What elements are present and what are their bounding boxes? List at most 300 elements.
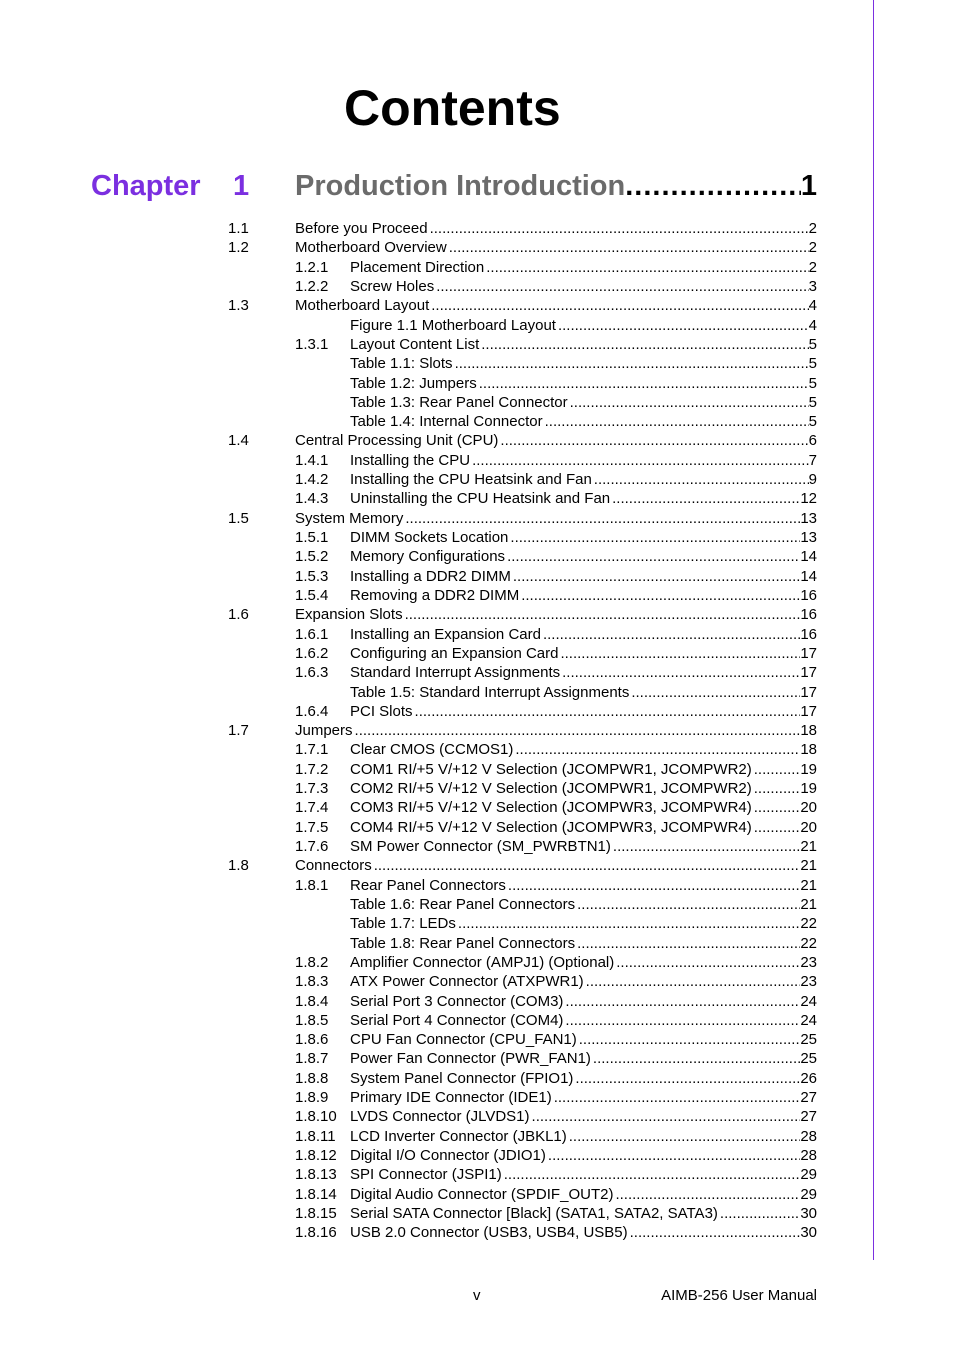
toc-entry-line	[350, 798, 817, 817]
page-title: Contents	[344, 80, 561, 136]
toc-entry[interactable]	[0, 1146, 954, 1165]
dot-leader	[505, 547, 800, 566]
dot-leader	[484, 258, 808, 277]
toc-entry-title: COM1 RI/+5 V/+12 V Selection (JCOMPWR1, JCOMPWR2)	[350, 760, 752, 778]
toc-entry-title: Before you Proceed	[295, 220, 428, 237]
toc-entry[interactable]	[0, 895, 954, 914]
dot-leader	[519, 586, 800, 605]
toc-entry-number: 1.5.1	[295, 529, 329, 546]
dot-leader	[453, 354, 809, 373]
toc-entry-page: 21	[800, 857, 817, 875]
toc-entry-page: 2	[808, 220, 817, 237]
toc-entry-line	[295, 509, 817, 528]
dot-leader	[568, 393, 809, 412]
dot-leader	[353, 721, 801, 740]
toc-entry-line	[350, 1088, 817, 1107]
toc-entry-number: 1.2.1	[295, 258, 329, 276]
toc-entry-title: COM3 RI/+5 V/+12 V Selection (JCOMPWR3, JCOMPWR4)	[350, 799, 752, 817]
toc-entry-page: 17	[800, 644, 817, 662]
toc-entry-page: 2	[808, 258, 817, 276]
toc-entry-number: 1.8.12	[295, 1147, 337, 1164]
toc-entry-number: 1.3	[228, 297, 249, 315]
toc-entry-line	[350, 354, 817, 373]
toc-entry-number: 1.8.8	[295, 1069, 329, 1087]
toc-entry-title: Removing a DDR2 DIMM	[350, 586, 520, 604]
toc-entry-line	[350, 644, 817, 663]
toc-entry-number: 1.8.10	[295, 1108, 337, 1126]
toc-entry-number: 1.8.5	[295, 1011, 329, 1029]
toc-entry[interactable]	[0, 567, 954, 586]
dot-leader	[560, 663, 800, 682]
toc-entry-title: Serial SATA Connector [Black] (SATA1, SATA2, SATA3)	[350, 1204, 718, 1222]
dot-leader	[511, 567, 800, 586]
toc-entry-title: Primary IDE Connector (IDE1)	[350, 1089, 552, 1107]
toc-entry-number: 1.8.16	[295, 1224, 337, 1242]
toc-entry-page: 21	[800, 876, 817, 894]
toc-entry-number: 1.7.2	[295, 760, 329, 778]
toc-entry-title: Table 1.4: Internal Connector	[350, 413, 543, 431]
toc-entry[interactable]	[0, 818, 954, 837]
toc-entry[interactable]	[0, 238, 954, 257]
toc-entry-page: 18	[800, 741, 817, 759]
dot-leader	[718, 1204, 800, 1223]
toc-entry-page: 19	[800, 760, 817, 778]
toc-entry-line	[295, 219, 817, 238]
toc-entry-line	[350, 1107, 817, 1126]
toc-entry-title: Motherboard Layout	[295, 297, 430, 315]
toc-entry[interactable]	[0, 489, 954, 508]
toc-entry-line	[295, 238, 817, 257]
toc-entry-title: Central Processing Unit (CPU)	[295, 432, 499, 450]
toc-entry[interactable]	[0, 354, 954, 373]
toc-entry-title: Placement Direction	[350, 258, 485, 276]
toc-entry[interactable]	[0, 1011, 954, 1030]
toc-entry-number: 1.4.3	[295, 490, 329, 508]
toc-entry-title: Installing a DDR2 DIMM	[350, 567, 511, 585]
toc-entry-line	[350, 567, 817, 586]
toc-entry[interactable]	[0, 605, 954, 624]
toc-entry-page: 2	[808, 239, 817, 257]
dot-leader	[470, 451, 809, 470]
toc-entry-title: Uninstalling the CPU Heatsink and Fan	[350, 490, 611, 508]
toc-entry-number: 1.8.3	[295, 973, 329, 991]
toc-entry-number: 1.4.2	[295, 471, 329, 489]
toc-entry-page: 24	[800, 992, 817, 1010]
chapter-number: 1	[233, 170, 250, 202]
toc-entry-title: System Memory	[295, 509, 404, 527]
toc-entry-line	[295, 605, 817, 624]
toc-entry-title: DIMM Sockets Location	[350, 529, 509, 546]
toc-entry-page: 5	[808, 413, 817, 431]
toc-entry[interactable]	[0, 296, 954, 315]
toc-entry[interactable]	[0, 470, 954, 489]
toc-entry-title: PCI Slots	[350, 702, 413, 720]
toc-entry-line	[350, 1030, 817, 1049]
toc-entry[interactable]	[0, 219, 954, 238]
toc-entry-title: Table 1.8: Rear Panel Connectors	[350, 934, 576, 952]
toc-entry-line	[350, 1146, 817, 1165]
toc-entry-page: 7	[808, 451, 817, 469]
dot-leader	[591, 1049, 800, 1068]
toc-entry-title: Memory Configurations	[350, 548, 506, 566]
toc-entry-page: 17	[800, 702, 817, 720]
dot-leader	[610, 489, 800, 508]
toc-entry-title: Expansion Slots	[295, 606, 403, 624]
toc-entry-line	[350, 876, 817, 895]
toc-entry-title: Digital I/O Connector (JDIO1)	[350, 1147, 546, 1164]
toc-entry-title: USB 2.0 Connector (USB3, USB4, USB5)	[350, 1224, 628, 1242]
toc-entry[interactable]	[0, 1127, 954, 1146]
toc-entry-page: 25	[800, 1050, 817, 1068]
toc-entry[interactable]	[0, 740, 954, 759]
toc-entry[interactable]	[0, 431, 954, 450]
dot-leader	[508, 528, 800, 547]
toc-entry[interactable]	[0, 972, 954, 991]
dot-leader	[577, 1030, 801, 1049]
toc-entry-line	[350, 837, 817, 856]
toc-entry-number: 1.6.4	[295, 702, 329, 720]
toc-entry[interactable]	[0, 1185, 954, 1204]
toc-entry-line	[350, 625, 817, 644]
toc-entry-line	[350, 258, 817, 277]
chapter-label: Chapter	[91, 170, 201, 202]
toc-entry-page: 5	[808, 355, 817, 373]
toc-entry-number: 1.7.1	[295, 741, 329, 759]
dot-leader	[584, 972, 801, 991]
toc-entry-page: 14	[800, 567, 817, 585]
toc-entry-line	[350, 489, 817, 508]
toc-entry-number: 1.8.15	[295, 1204, 337, 1222]
toc-entry-title: COM2 RI/+5 V/+12 V Selection (JCOMPWR1, JCOMPWR2)	[350, 780, 752, 798]
toc-entry-line	[350, 393, 817, 412]
toc-entry-line	[350, 1223, 817, 1242]
toc-entry-page: 29	[800, 1185, 817, 1203]
toc-entry-number: 1.8.1	[295, 876, 329, 894]
toc-entry-line	[350, 779, 817, 798]
toc-entry[interactable]	[0, 876, 954, 895]
toc-entry-title: SPI Connector (JSPI1)	[350, 1166, 502, 1184]
toc-entry-number: 1.6.2	[295, 644, 329, 662]
toc-entry-line	[350, 702, 817, 721]
toc-entry-line	[350, 895, 817, 914]
dot-leader	[573, 1069, 800, 1088]
toc-entry-line	[350, 451, 817, 470]
toc-entry-page: 21	[800, 895, 817, 913]
chapter-entry	[295, 166, 817, 206]
toc-entry-title: Table 1.5: Standard Interrupt Assignments	[350, 683, 630, 701]
chapter-heading[interactable]	[0, 166, 954, 206]
dot-leader	[456, 914, 800, 933]
toc-entry-page: 19	[800, 780, 817, 798]
toc-entry-number: 1.1	[228, 220, 249, 237]
dot-leader	[428, 219, 809, 238]
toc-entry-title: Motherboard Overview	[295, 239, 447, 257]
toc-entry-page: 5	[808, 335, 817, 353]
toc-entry[interactable]	[0, 992, 954, 1011]
toc-entry-number: 1.4.1	[295, 451, 329, 469]
toc-entry-page: 17	[800, 683, 817, 701]
dot-leader	[413, 702, 801, 721]
chapter-page-number: 1	[800, 170, 817, 202]
toc-entry-page: 29	[800, 1166, 817, 1184]
toc-entry[interactable]	[0, 335, 954, 354]
toc-entry[interactable]	[0, 721, 954, 740]
toc-entry-line	[350, 1165, 817, 1184]
toc-entry-line	[350, 740, 817, 759]
toc-entry-title: Configuring an Expansion Card	[350, 644, 559, 662]
toc-entry-page: 4	[808, 297, 817, 315]
toc-entry-line	[350, 934, 817, 953]
toc-entry-title: LCD Inverter Connector (JBKL1)	[350, 1127, 567, 1145]
toc-entry-number: 1.4	[228, 432, 249, 450]
toc-entry-title: Serial Port 3 Connector (COM3)	[350, 992, 564, 1010]
toc-entry-line	[350, 663, 817, 682]
dot-leader	[611, 837, 800, 856]
toc-entry[interactable]	[0, 412, 954, 431]
toc-entry-number: 1.8.11	[295, 1127, 336, 1145]
toc-entry-page: 16	[800, 625, 817, 643]
toc-entry-line	[350, 760, 817, 779]
toc-entry[interactable]	[0, 798, 954, 817]
toc-entry-title: Table 1.6: Rear Panel Connectors	[350, 895, 576, 913]
dot-leader	[543, 412, 809, 431]
toc-entry-line	[350, 683, 817, 702]
toc-entry-number: 1.7.6	[295, 838, 329, 855]
toc-entry-page: 14	[800, 548, 817, 566]
toc-entry-page: 30	[800, 1224, 817, 1242]
toc-entry-page: 23	[800, 953, 817, 971]
toc-entry-number: 1.5	[228, 509, 249, 527]
toc-entry-title: Power Fan Connector (PWR_FAN1)	[350, 1050, 591, 1068]
toc-entry-line	[350, 1011, 817, 1030]
toc-entry-page: 30	[800, 1204, 817, 1222]
toc-entry-line	[350, 1049, 817, 1068]
toc-entry-number: 1.6.1	[295, 625, 329, 643]
toc-entry[interactable]	[0, 258, 954, 277]
toc-entry[interactable]	[0, 625, 954, 644]
toc-entry[interactable]	[0, 953, 954, 972]
dot-leader	[629, 683, 800, 702]
toc-entry[interactable]	[0, 1069, 954, 1088]
toc-entry-title: Rear Panel Connectors	[350, 876, 506, 894]
toc-entry[interactable]	[0, 914, 954, 933]
toc-entry[interactable]	[0, 1049, 954, 1068]
toc-entry[interactable]	[0, 277, 954, 296]
toc-entry-page: 27	[800, 1089, 817, 1107]
dot-leader	[546, 1146, 800, 1165]
toc-entry[interactable]	[0, 702, 954, 721]
dot-leader	[479, 335, 808, 354]
footer-page-number: v	[473, 1287, 481, 1304]
toc-entry-page: 5	[808, 374, 817, 392]
toc-entry-title: COM4 RI/+5 V/+12 V Selection (JCOMPWR3, JCOMPWR4)	[350, 818, 752, 836]
toc-entry-line	[350, 547, 817, 566]
toc-entry-number: 1.6.3	[295, 664, 329, 682]
toc-entry-title: Connectors	[295, 857, 372, 875]
toc-entry[interactable]	[0, 1165, 954, 1184]
toc-entry-page: 16	[800, 606, 817, 624]
toc-entry-title: Standard Interrupt Assignments	[350, 664, 561, 682]
toc-entry-title: Amplifier Connector (AMPJ1) (Optional)	[350, 953, 615, 971]
toc-entry-page: 13	[800, 509, 817, 527]
toc-entry-number: 1.5.3	[295, 567, 329, 585]
dot-leader	[530, 1107, 801, 1126]
toc-entry-line	[350, 953, 817, 972]
toc-entry-page: 22	[800, 915, 817, 933]
toc-entry-line	[295, 431, 817, 450]
toc-entry-title: Clear CMOS (CCMOS1)	[350, 741, 514, 759]
toc-entry-page: 25	[800, 1031, 817, 1049]
toc-entry[interactable]	[0, 1030, 954, 1049]
toc-entry-title: Table 1.3: Rear Panel Connector	[350, 393, 568, 411]
toc-entry[interactable]	[0, 374, 954, 393]
toc-entry[interactable]	[0, 586, 954, 605]
toc-entry-title: Screw Holes	[350, 277, 435, 295]
toc-entry-line	[350, 1204, 817, 1223]
toc-entry-title: Table 1.7: LEDs	[350, 915, 456, 933]
toc-entry-line	[350, 277, 817, 296]
toc-entry-page: 20	[800, 818, 817, 836]
toc-entry-line	[350, 1069, 817, 1088]
toc-entry[interactable]	[0, 760, 954, 779]
toc-entry-page: 22	[800, 934, 817, 952]
toc-entry[interactable]	[0, 683, 954, 702]
toc-entry-number: 1.8.7	[295, 1050, 329, 1068]
toc-entry[interactable]	[0, 837, 954, 856]
dot-leader	[513, 740, 800, 759]
toc-entry-page: 28	[800, 1147, 817, 1164]
dot-leader	[752, 760, 801, 779]
toc-entry-title: CPU Fan Connector (CPU_FAN1)	[350, 1031, 577, 1049]
toc-entry[interactable]	[0, 509, 954, 528]
toc-entry-line	[350, 586, 817, 605]
toc-entry-number: 1.3.1	[295, 335, 329, 353]
dot-leader	[434, 277, 808, 296]
toc-entry-number: 1.8.14	[295, 1185, 337, 1203]
dot-leader	[541, 625, 800, 644]
toc-entry-line	[295, 721, 817, 740]
dot-leader	[752, 798, 801, 817]
toc-entry-title: Table 1.2: Jumpers	[350, 374, 477, 392]
toc-entry[interactable]	[0, 934, 954, 953]
dot-leader	[563, 992, 800, 1011]
toc-list	[0, 219, 954, 1243]
toc-entry-page: 27	[800, 1108, 817, 1126]
dot-leader	[575, 934, 800, 953]
dot-leader	[403, 509, 800, 528]
dot-leader	[567, 1127, 801, 1146]
toc-entry-number: 1.7.5	[295, 818, 329, 836]
dot-leader	[628, 1223, 801, 1242]
dot-leader	[613, 1185, 800, 1204]
toc-entry-line	[350, 316, 817, 335]
dot-leader	[558, 644, 800, 663]
toc-entry[interactable]	[0, 547, 954, 566]
toc-entry[interactable]	[0, 1204, 954, 1223]
toc-entry-line	[350, 992, 817, 1011]
toc-entry[interactable]	[0, 1088, 954, 1107]
toc-entry-title: Digital Audio Connector (SPDIF_OUT2)	[350, 1185, 614, 1203]
toc-entry-line	[350, 412, 817, 431]
toc-entry-page: 21	[800, 838, 817, 855]
toc-entry-line	[295, 296, 817, 315]
toc-entry-number: 1.7.3	[295, 780, 329, 798]
toc-entry-number: 1.7	[228, 722, 249, 740]
toc-entry[interactable]	[0, 393, 954, 412]
toc-entry-page: 5	[808, 393, 817, 411]
chapter-title: Production Introduction	[295, 170, 626, 202]
toc-entry-page: 17	[800, 664, 817, 682]
toc-entry-number: 1.8.9	[295, 1089, 329, 1107]
toc-entry[interactable]	[0, 1107, 954, 1126]
toc-entry-number: 1.8.13	[295, 1166, 337, 1184]
toc-entry-line	[350, 374, 817, 393]
toc-entry-number: 1.5.2	[295, 548, 329, 566]
dot-leader	[575, 895, 800, 914]
toc-entry-line	[350, 1127, 817, 1146]
toc-entry-title: Table 1.1: Slots	[350, 355, 453, 373]
toc-entry-page: 26	[800, 1069, 817, 1087]
toc-entry-page: 6	[808, 432, 817, 450]
toc-entry-line	[350, 528, 817, 547]
dot-leader	[502, 1165, 801, 1184]
toc-entry-page: 24	[800, 1011, 817, 1029]
toc-entry[interactable]	[0, 451, 954, 470]
dot-leader	[563, 1011, 800, 1030]
toc-entry[interactable]	[0, 316, 954, 335]
toc-entry-line	[350, 470, 817, 489]
toc-entry-page: 3	[808, 277, 817, 295]
toc-entry-number: 1.6	[228, 606, 249, 624]
toc-entry-number: 1.8.2	[295, 953, 329, 971]
toc-entry-page: 13	[800, 529, 817, 546]
dot-leader	[592, 470, 809, 489]
toc-entry-page: 20	[800, 799, 817, 817]
dot-leader	[552, 1088, 801, 1107]
toc-entry-title: ATX Power Connector (ATXPWR1)	[350, 973, 584, 991]
toc-entry-title: Layout Content List	[350, 335, 480, 353]
toc-entry-line	[350, 914, 817, 933]
toc-entry[interactable]	[0, 644, 954, 663]
dot-leader	[498, 431, 808, 450]
toc-entry[interactable]	[0, 528, 954, 547]
toc-entry-number: 1.2	[228, 239, 249, 257]
toc-entry-title: Installing an Expansion Card	[350, 625, 541, 643]
toc-entry-title: Jumpers	[295, 722, 353, 740]
toc-entry-number: 1.8	[228, 857, 249, 875]
dot-leader	[429, 296, 808, 315]
toc-entry-line	[350, 972, 817, 991]
toc-entry-page: 28	[800, 1127, 817, 1145]
toc-entry-title: Serial Port 4 Connector (COM4)	[350, 1011, 564, 1029]
toc-entry[interactable]	[0, 1223, 954, 1242]
dot-leader	[372, 856, 801, 875]
toc-entry-title: SM Power Connector (SM_PWRBTN1)	[350, 838, 611, 855]
dot-leader	[752, 779, 801, 798]
toc-entry[interactable]	[0, 856, 954, 875]
toc-entry-line	[350, 1185, 817, 1204]
toc-entry-number: 1.7.4	[295, 799, 329, 817]
toc-entry[interactable]	[0, 663, 954, 682]
dot-leader	[556, 316, 809, 335]
toc-entry-page: 9	[808, 471, 817, 489]
toc-entry-title: Installing the CPU	[350, 451, 471, 469]
dot-leader	[477, 374, 809, 393]
toc-entry[interactable]	[0, 779, 954, 798]
dot-leader	[614, 953, 800, 972]
toc-entry-page: 12	[800, 490, 817, 508]
toc-entry-line	[350, 818, 817, 837]
